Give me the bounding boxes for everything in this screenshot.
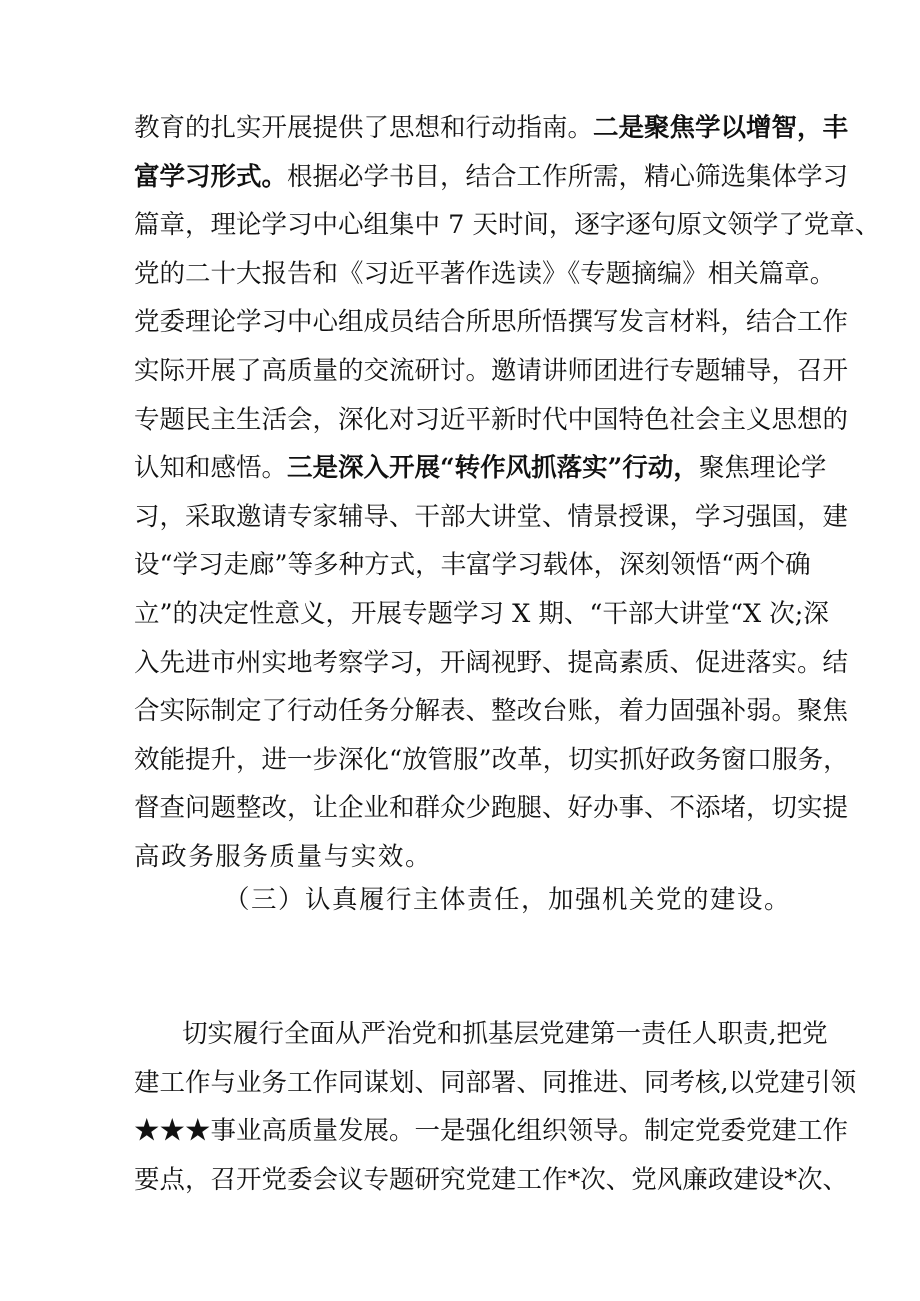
text-line xyxy=(134,302,849,342)
text-line-content xyxy=(134,448,827,488)
text-line xyxy=(134,400,849,440)
text-line-content xyxy=(134,254,836,294)
text-line-content xyxy=(134,1111,849,1151)
bold-text-segment: 三是深入开展“转作风抓落实”行动， xyxy=(287,453,699,484)
text-line-content xyxy=(134,1063,857,1103)
text-line xyxy=(134,205,881,245)
text-segment: 教育的扎实开展提供了思想和行动指南。 xyxy=(134,113,594,143)
text-line xyxy=(134,108,849,148)
text-segment: 入先进市州实地考察学习，开阔视野、提高素质、促进落实。结 xyxy=(134,647,849,678)
text-segment: 合实际制定了行动任务分解表、整改台账，着力固强补弱。聚焦 xyxy=(134,696,849,727)
text-line xyxy=(134,545,811,585)
text-segment: 篇章，理论学习中心组集中 7 天时间，逐字逐句原文领学了党章、 xyxy=(134,210,881,241)
text-line xyxy=(134,1160,849,1200)
text-line-content xyxy=(134,740,849,780)
text-line xyxy=(134,594,829,634)
text-segment: 党的二十大报告和《习近平著作选读》《专题摘编》相关篇章。 xyxy=(134,258,836,289)
text-segment: 设“学习走廊”等多种方式，丰富学习载体，深刻领悟“两个确 xyxy=(134,550,811,581)
text-line-content xyxy=(134,205,881,245)
bold-text-segment: 富学习形式。 xyxy=(134,161,288,192)
text-line xyxy=(134,1111,849,1151)
text-line-content xyxy=(134,594,829,634)
text-segment: 督查问题整改，让企业和群众少跑腿、好办事、不添堵，切实提 xyxy=(134,793,849,824)
text-line-content xyxy=(134,1160,849,1200)
text-line xyxy=(134,740,849,780)
text-line-content xyxy=(134,643,849,683)
text-line-content xyxy=(134,691,849,731)
text-line-content xyxy=(134,497,849,537)
text-segment: ★★★事业高质量发展。一是强化组织领导。制定党委党建工作 xyxy=(134,1116,849,1147)
text-line-content xyxy=(134,302,849,342)
text-line xyxy=(134,448,827,488)
text-line xyxy=(134,691,849,731)
text-segment: 效能提升，进一步深化“放管服”改革，切实抓好政务窗口服务， xyxy=(134,744,849,775)
text-segment: 建工作与业务工作同谋划、同部署、同推进、同考核,以党建引领 xyxy=(134,1067,857,1098)
text-line-content xyxy=(134,157,849,197)
text-line-content xyxy=(134,545,811,585)
text-segment: 切实履行全面从严治党和抓基层党建第一责任人职责,把党 xyxy=(182,1019,828,1049)
text-segment: 立”的决定性意义，开展专题学习 X 期、“干部大讲堂“X 次;深 xyxy=(134,599,829,629)
text-line-content xyxy=(182,1014,828,1054)
text-line xyxy=(134,497,849,537)
text-segment: 聚焦理论学 xyxy=(698,453,827,484)
text-segment: 实际开展了高质量的交流研讨。邀请讲师团进行专题辅导，召开 xyxy=(134,356,849,386)
text-line-content xyxy=(134,400,849,440)
text-segment: 高政务服务质量与实效。 xyxy=(134,842,433,872)
text-line-content xyxy=(134,108,849,148)
text-segment: 专题民主生活会，深化对习近平新时代中国特色社会主义思想的 xyxy=(134,404,849,435)
text-line xyxy=(134,1063,857,1103)
text-segment: 认知和感悟。 xyxy=(134,453,288,484)
text-line xyxy=(134,643,849,683)
text-segment: 要点，召开党委会议专题研究党建工作*次、党风廉政建设*次、 xyxy=(134,1164,849,1195)
text-line xyxy=(134,254,836,294)
text-line xyxy=(134,351,849,391)
text-line-content xyxy=(134,351,849,391)
text-segment: 习，采取邀请专家辅导、干部大讲堂、情景授课，学习强国，建 xyxy=(134,501,849,532)
text-segment: 根据必学书目，结合工作所需，精心筛选集体学习 xyxy=(287,161,849,192)
text-line-content xyxy=(134,837,794,877)
bold-text-segment: 二是聚焦学以增智，丰 xyxy=(593,113,849,143)
section-heading: （三）认真履行主体责任，加强机关党的建设。 xyxy=(224,885,792,915)
text-line xyxy=(182,1014,828,1054)
text-line xyxy=(134,837,794,877)
text-line xyxy=(134,157,849,197)
text-line xyxy=(134,788,849,828)
text-line-content xyxy=(134,788,849,828)
text-segment: 党委理论学习中心组成员结合所思所悟撰写发言材料，结合工作 xyxy=(134,307,849,338)
